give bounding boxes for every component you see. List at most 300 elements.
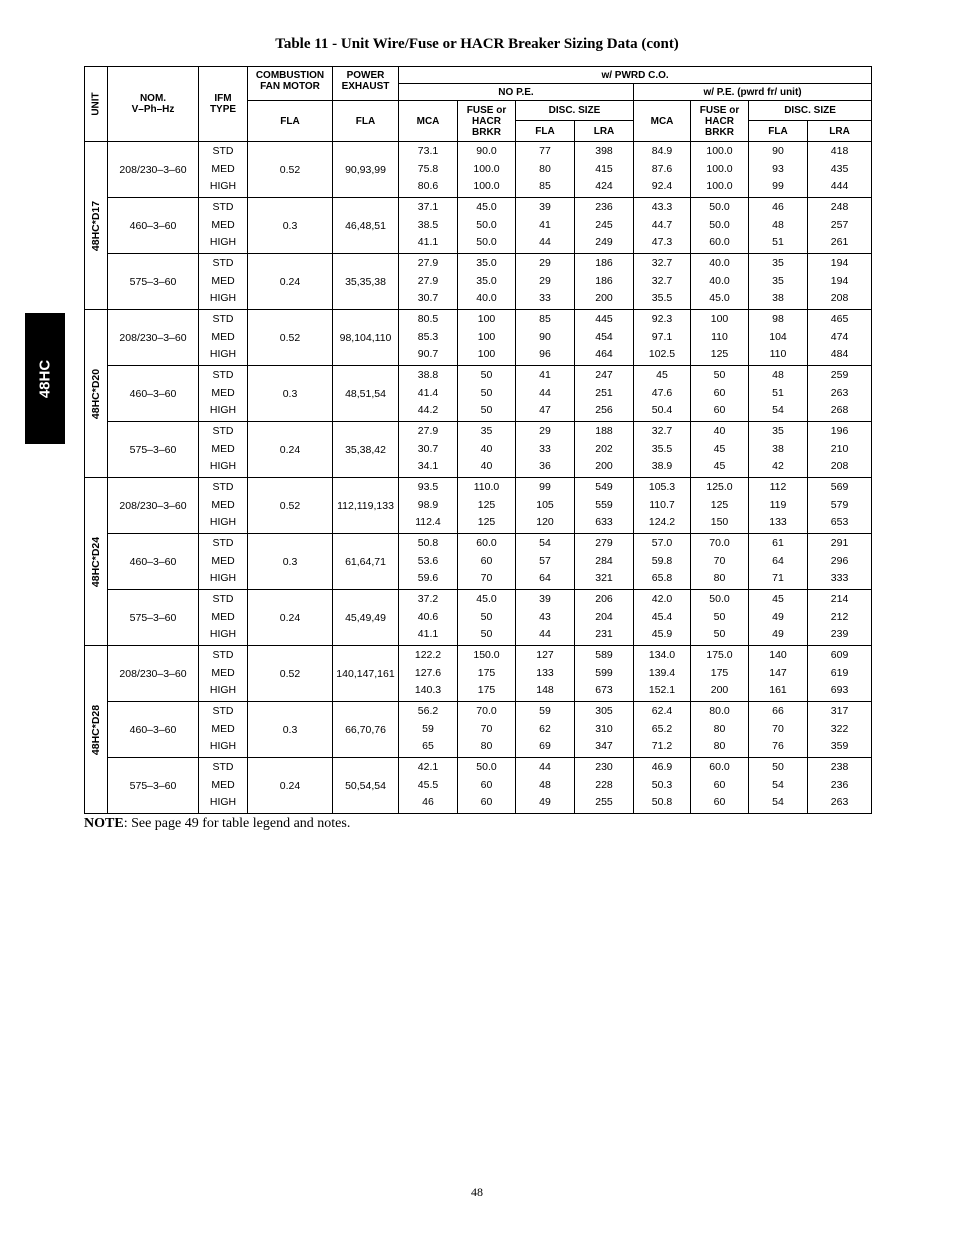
pe-lra-value: 208	[830, 460, 849, 473]
pe-fuse-header: FUSE or HACR BRKR	[691, 101, 749, 142]
lra-value: 445	[595, 312, 613, 325]
pe-fuse-value: 60	[713, 778, 726, 791]
lra-cell	[575, 198, 634, 254]
mca-value: 27.9	[417, 274, 439, 287]
pe-lra-value: 465	[830, 312, 849, 325]
mca-value: 53.6	[417, 554, 439, 567]
pe-fuse-cell	[691, 758, 749, 814]
pe-lra-cell	[808, 702, 872, 758]
pe-fla-cell	[749, 758, 808, 814]
power-exhaust-fla-cell: 112,119,133	[333, 478, 399, 534]
pe-mca-value: 92.3	[651, 312, 673, 325]
pe-mca-value: 38.9	[651, 460, 673, 473]
lra-value: 255	[595, 796, 613, 809]
lra-value: 247	[595, 368, 613, 381]
fla-cell	[516, 198, 575, 254]
pe-fuse-value: 60	[713, 404, 726, 417]
mca-value: 44.2	[417, 404, 439, 417]
pe-fuse-value: 175	[710, 666, 729, 679]
table-row	[85, 534, 872, 590]
mca-cell	[399, 366, 458, 422]
fla-cell	[516, 142, 575, 198]
fuse-value: 50	[480, 368, 493, 381]
mca-value: 42.1	[417, 760, 439, 773]
disc-fla-header: FLA	[516, 121, 575, 142]
side-tab	[25, 313, 65, 444]
lra-cell	[575, 758, 634, 814]
pe-fuse-value: 80	[713, 740, 726, 753]
no-pe-header: NO P.E.	[399, 84, 634, 101]
side-tab-label: 48HC	[36, 359, 54, 398]
ifm-type-value: MED	[211, 554, 235, 567]
pe-disc-lra-header: LRA	[808, 121, 872, 142]
lra-cell	[575, 590, 634, 646]
voltage-cell: 575–3–60	[108, 758, 199, 814]
pe-lra-value: 194	[830, 256, 849, 269]
mca-value: 112.4	[415, 516, 441, 529]
ifm-type-value: STD	[212, 648, 234, 661]
pe-lra-value: 263	[830, 386, 849, 399]
pe-fla-value: 98	[772, 312, 784, 325]
pe-fuse-value: 200	[710, 684, 729, 697]
pe-lra-cell	[808, 366, 872, 422]
pe-lra-cell	[808, 590, 872, 646]
pe-mca-value: 97.1	[651, 330, 673, 343]
mca-value: 40.6	[417, 610, 439, 623]
lra-cell	[575, 366, 634, 422]
ifm-type-value: STD	[212, 256, 234, 269]
mca-value: 56.2	[417, 704, 439, 717]
fla-value: 44	[539, 386, 551, 399]
mca-value: 75.8	[417, 162, 439, 175]
ifm-type-cell	[199, 478, 248, 534]
fuse-value: 100	[477, 330, 496, 343]
fla-value: 62	[539, 722, 551, 735]
pe-lra-value: 259	[830, 368, 849, 381]
pe-mca-value: 43.3	[651, 200, 673, 213]
fla-value: 39	[539, 592, 551, 605]
pe-fuse-value: 50	[713, 368, 726, 381]
pe-fla-value: 38	[772, 292, 784, 305]
fuse-value: 100.0	[473, 162, 500, 175]
combustion-fla-cell: 0.52	[248, 478, 333, 534]
ifm-type-value: STD	[212, 312, 234, 325]
lra-value: 186	[595, 256, 613, 269]
pe-fuse-value: 125	[710, 498, 729, 511]
pe-mca-value: 65.2	[651, 722, 673, 735]
pe-fuse-value: 50.0	[709, 218, 730, 231]
note-text: : See page 49 for table legend and notes.	[123, 816, 351, 831]
ifm-type-value: HIGH	[209, 796, 237, 809]
ifm-type-value: STD	[212, 200, 234, 213]
mca-header: MCA	[399, 101, 458, 142]
lra-value: 599	[595, 666, 613, 679]
pe-mca-value: 50.8	[651, 796, 673, 809]
fuse-value: 40	[480, 460, 493, 473]
ifm-type-value: HIGH	[209, 404, 237, 417]
fuse-cell	[458, 422, 516, 478]
pe-fuse-value: 125.0	[706, 480, 733, 493]
fla-value: 64	[539, 572, 551, 585]
fla-cell	[516, 590, 575, 646]
mca-cell	[399, 142, 458, 198]
fuse-cell	[458, 758, 516, 814]
pe-fla-value: 49	[772, 628, 784, 641]
pe-mca-value: 71.2	[651, 740, 673, 753]
table-title: Table 11 - Unit Wire/Fuse or HACR Breaker Sizing Data (cont)	[275, 36, 679, 52]
ifm-type-cell	[199, 198, 248, 254]
pe-fla-value: 76	[772, 740, 784, 753]
pe-fla-value: 54	[772, 796, 784, 809]
voltage-cell: 208/230–3–60	[108, 646, 199, 702]
pe-mca-value: 50.3	[651, 778, 673, 791]
pe-mca-value: 124.2	[648, 516, 676, 529]
pe-mca-cell	[634, 142, 691, 198]
pe-lra-value: 210	[830, 442, 849, 455]
pe-lra-value: 238	[830, 760, 849, 773]
lra-value: 279	[595, 536, 613, 549]
pe-fuse-value: 45	[713, 442, 726, 455]
pe-fuse-value: 100	[710, 312, 729, 325]
table-row	[85, 646, 872, 702]
pe-fla-value: 64	[772, 554, 784, 567]
ifm-type-value: MED	[211, 330, 235, 343]
pe-fla-value: 50	[772, 760, 784, 773]
pe-fuse-value: 50.0	[709, 592, 730, 605]
fuse-cell	[458, 590, 516, 646]
ifm-type-value: MED	[211, 498, 235, 511]
ifm-type-value: STD	[212, 368, 234, 381]
pe-fla-value: 49	[772, 610, 784, 623]
lra-value: 256	[595, 404, 613, 417]
mca-value: 59	[422, 722, 434, 735]
fla-value: 77	[539, 144, 551, 157]
mca-cell	[399, 478, 458, 534]
fla-value: 57	[539, 554, 551, 567]
pe-fuse-cell	[691, 310, 749, 366]
ifm-type-value: HIGH	[209, 460, 237, 473]
pe-mca-value: 50.4	[651, 404, 673, 417]
pe-mca-value: 65.8	[651, 572, 673, 585]
ifm-type-cell	[199, 534, 248, 590]
fla-value: 133	[536, 666, 554, 679]
pe-fla-value: 42	[772, 460, 784, 473]
pe-lra-value: 444	[830, 180, 849, 193]
pe-lra-cell	[808, 534, 872, 590]
pe-mca-cell	[634, 366, 691, 422]
pe-mca-value: 110.7	[649, 498, 675, 511]
fuse-value: 50.0	[476, 760, 497, 773]
mca-value: 93.5	[417, 480, 439, 493]
lra-value: 186	[595, 274, 613, 287]
mca-value: 46	[422, 796, 434, 809]
fla-value: 127	[536, 648, 554, 661]
lra-value: 284	[595, 554, 613, 567]
mca-value: 41.1	[417, 628, 439, 641]
pe-fuse-value: 45.0	[709, 292, 730, 305]
combustion-fla-cell: 0.52	[248, 310, 333, 366]
pe-lra-value: 214	[830, 592, 849, 605]
mca-value: 59.6	[417, 572, 439, 585]
mca-value: 38.5	[417, 218, 439, 231]
ifm-type-value: STD	[212, 424, 234, 437]
fla-cell	[516, 366, 575, 422]
ifm-type-cell	[199, 366, 248, 422]
mca-value: 90.7	[417, 348, 439, 361]
pe-fla-cell	[749, 198, 808, 254]
pe-fla-cell	[749, 534, 808, 590]
pe-mca-cell	[634, 758, 691, 814]
fuse-cell	[458, 198, 516, 254]
combustion-fla-cell: 0.3	[248, 534, 333, 590]
unit-model-cell	[85, 646, 108, 814]
power-exhaust-fla-cell: 35,35,38	[333, 254, 399, 310]
pe-fla-cell	[749, 702, 808, 758]
pe-fuse-value: 150	[710, 516, 729, 529]
pe-fuse-value: 80	[713, 572, 726, 585]
lra-value: 236	[595, 200, 613, 213]
lra-value: 202	[595, 442, 613, 455]
combustion-fan-header: COMBUSTION FAN MOTOR	[248, 67, 333, 101]
lra-value: 633	[595, 516, 613, 529]
power-exhaust-header: POWER EXHAUST	[333, 67, 399, 101]
pe-fuse-value: 60.0	[709, 760, 730, 773]
fla-value: 105	[536, 498, 554, 511]
mca-value: 80.6	[417, 180, 439, 193]
pe-fuse-cell	[691, 478, 749, 534]
voltage-cell: 460–3–60	[108, 702, 199, 758]
combustion-fla-cell: 0.52	[248, 142, 333, 198]
combustion-fla-cell: 0.24	[248, 254, 333, 310]
ifm-type-value: MED	[211, 666, 235, 679]
pe-fla-value: 71	[772, 572, 784, 585]
pe-fuse-value: 50.0	[709, 200, 730, 213]
pe-mca-cell	[634, 702, 691, 758]
table-row	[85, 310, 872, 366]
power-exhaust-fla-cell: 35,38,42	[333, 422, 399, 478]
mca-cell	[399, 646, 458, 702]
fla-value: 148	[536, 684, 554, 697]
lra-value: 230	[595, 760, 613, 773]
mca-value: 41.1	[417, 236, 439, 249]
combustion-fla-cell: 0.3	[248, 366, 333, 422]
fla-cell	[516, 310, 575, 366]
ifm-type-value: HIGH	[209, 740, 237, 753]
ifm-type-value: MED	[211, 274, 235, 287]
pe-lra-value: 261	[830, 236, 849, 249]
pe-fla-cell	[749, 478, 808, 534]
mca-value: 41.4	[417, 386, 439, 399]
pe-fla-cell	[749, 254, 808, 310]
pe-lra-cell	[808, 758, 872, 814]
lra-cell	[575, 702, 634, 758]
ifm-type-cell	[199, 254, 248, 310]
ifm-type-value: MED	[211, 778, 235, 791]
fla-cell	[516, 758, 575, 814]
pe-fla-cell	[749, 366, 808, 422]
pe-mca-value: 42.0	[651, 592, 673, 605]
unit-model-label: 48HC*D17	[90, 200, 102, 251]
lra-value: 206	[595, 592, 613, 605]
fuse-value: 70	[480, 572, 493, 585]
pe-lra-value: 693	[830, 684, 849, 697]
lra-cell	[575, 422, 634, 478]
voltage-cell: 460–3–60	[108, 198, 199, 254]
mca-value: 37.2	[417, 592, 439, 605]
fla-value: 39	[539, 200, 551, 213]
fla-value: 41	[539, 368, 551, 381]
pe-fuse-value: 60	[713, 796, 726, 809]
combustion-fla-cell: 0.24	[248, 422, 333, 478]
unit-model-label: 48HC*D24	[90, 536, 102, 587]
pe-mca-value: 84.9	[651, 144, 673, 157]
pe-fla-cell	[749, 422, 808, 478]
table-note	[84, 816, 350, 832]
ifm-type-value: HIGH	[209, 684, 237, 697]
pe-fla-value: 61	[772, 536, 784, 549]
pe-fuse-value: 45	[713, 460, 726, 473]
pe-fuse-value: 125	[710, 348, 729, 361]
pe-fla-value: 70	[772, 722, 784, 735]
pe-mca-value: 59.8	[651, 554, 673, 567]
power-exhaust-fla-cell: 90,93,99	[333, 142, 399, 198]
ifm-type-value: MED	[211, 722, 235, 735]
ifm-type-value: STD	[212, 536, 234, 549]
fla-value: 54	[539, 536, 551, 549]
fuse-cell	[458, 702, 516, 758]
ifm-type-cell	[199, 422, 248, 478]
ifm-type-value: HIGH	[209, 236, 237, 249]
unit-model-cell	[85, 478, 108, 646]
pe-fla-value: 46	[772, 200, 784, 213]
pe-lra-cell	[808, 422, 872, 478]
pe-lra-value: 619	[830, 666, 849, 679]
power-exhaust-fla-cell: 61,64,71	[333, 534, 399, 590]
fla-value: 80	[539, 162, 551, 175]
pe-lra-value: 291	[830, 536, 849, 549]
mca-cell	[399, 702, 458, 758]
combustion-fla-cell: 0.24	[248, 590, 333, 646]
fla-value: 44	[539, 628, 551, 641]
fla-value: 44	[539, 236, 551, 249]
lra-value: 321	[595, 572, 613, 585]
pe-mca-value: 152.1	[648, 684, 676, 697]
ifm-type-cell	[199, 646, 248, 702]
lra-cell	[575, 254, 634, 310]
lra-cell	[575, 646, 634, 702]
pe-mca-cell	[634, 198, 691, 254]
lra-cell	[575, 534, 634, 590]
fla-cell	[516, 478, 575, 534]
pe-lra-cell	[808, 646, 872, 702]
pe-mca-value: 105.3	[648, 480, 676, 493]
mca-value: 122.2	[414, 648, 442, 661]
pe-fla-value: 104	[769, 330, 787, 343]
ifm-type-value: MED	[211, 218, 235, 231]
lra-value: 673	[595, 684, 613, 697]
fuse-value: 35.0	[476, 256, 497, 269]
fuse-value: 70.0	[476, 704, 497, 717]
pe-mca-cell	[634, 534, 691, 590]
pe-mca-cell	[634, 590, 691, 646]
ifm-type-value: HIGH	[209, 628, 237, 641]
lra-cell	[575, 142, 634, 198]
fla-cell	[516, 646, 575, 702]
pe-fla-value: 35	[772, 256, 784, 269]
table-body	[85, 142, 872, 814]
pe-fuse-value: 60.0	[709, 236, 730, 249]
pe-disc-size-header: DISC. SIZE	[749, 101, 872, 121]
pe-lra-value: 333	[830, 572, 849, 585]
fuse-header: FUSE or HACR BRKR	[458, 101, 516, 142]
lra-value: 559	[595, 498, 613, 511]
pe-fuse-value: 100.0	[706, 180, 733, 193]
ifm-type-value: STD	[212, 704, 234, 717]
mca-value: 27.9	[417, 424, 439, 437]
pe-mca-value: 32.7	[651, 274, 673, 287]
lra-value: 245	[595, 218, 613, 231]
mca-value: 27.9	[417, 256, 439, 269]
mca-cell	[399, 758, 458, 814]
fla-value: 99	[539, 480, 551, 493]
fuse-value: 60.0	[476, 536, 497, 549]
pe-mca-value: 62.4	[651, 704, 673, 717]
lra-value: 305	[595, 704, 613, 717]
lra-value: 398	[595, 144, 613, 157]
pe-fla-value: 35	[772, 274, 784, 287]
fuse-value: 70	[480, 722, 493, 735]
pe-fla-value: 45	[772, 592, 784, 605]
pe-fuse-value: 70	[713, 554, 726, 567]
pe-fuse-value: 40	[713, 424, 726, 437]
pe-lra-value: 268	[830, 404, 849, 417]
power-exhaust-fla-cell: 140,147,161	[333, 646, 399, 702]
lra-value: 454	[595, 330, 613, 343]
mca-value: 98.9	[417, 498, 439, 511]
pe-fuse-value: 100.0	[706, 162, 733, 175]
pe-lra-value: 236	[830, 778, 849, 791]
pe-lra-value: 322	[830, 722, 849, 735]
pe-fla-value: 48	[772, 368, 784, 381]
ifm-type-value: HIGH	[209, 516, 237, 529]
fuse-value: 35	[480, 424, 493, 437]
table-row	[85, 366, 872, 422]
pe-lra-value: 194	[830, 274, 849, 287]
pe-mca-value: 32.7	[651, 424, 673, 437]
fla-value: 59	[539, 704, 551, 717]
pe-mca-value: 35.5	[651, 442, 673, 455]
fuse-cell	[458, 478, 516, 534]
fuse-value: 100	[477, 348, 496, 361]
ifm-type-value: MED	[211, 386, 235, 399]
pe-fla-value: 133	[769, 516, 787, 529]
mca-value: 65	[422, 740, 434, 753]
fuse-value: 50	[480, 404, 493, 417]
fuse-value: 100	[477, 312, 496, 325]
voltage-cell: 460–3–60	[108, 366, 199, 422]
pe-fla-value: 112	[769, 480, 787, 493]
pe-fla-value: 35	[772, 424, 784, 437]
pe-fuse-cell	[691, 198, 749, 254]
fla-value: 43	[539, 610, 551, 623]
pe-lra-value: 317	[830, 704, 849, 717]
ifm-type-cell	[199, 758, 248, 814]
pe-fla-cell	[749, 646, 808, 702]
pe-fla-cell	[749, 590, 808, 646]
fla-value: 90	[539, 330, 551, 343]
combustion-fla-cell: 0.3	[248, 198, 333, 254]
pe-lra-cell	[808, 310, 872, 366]
